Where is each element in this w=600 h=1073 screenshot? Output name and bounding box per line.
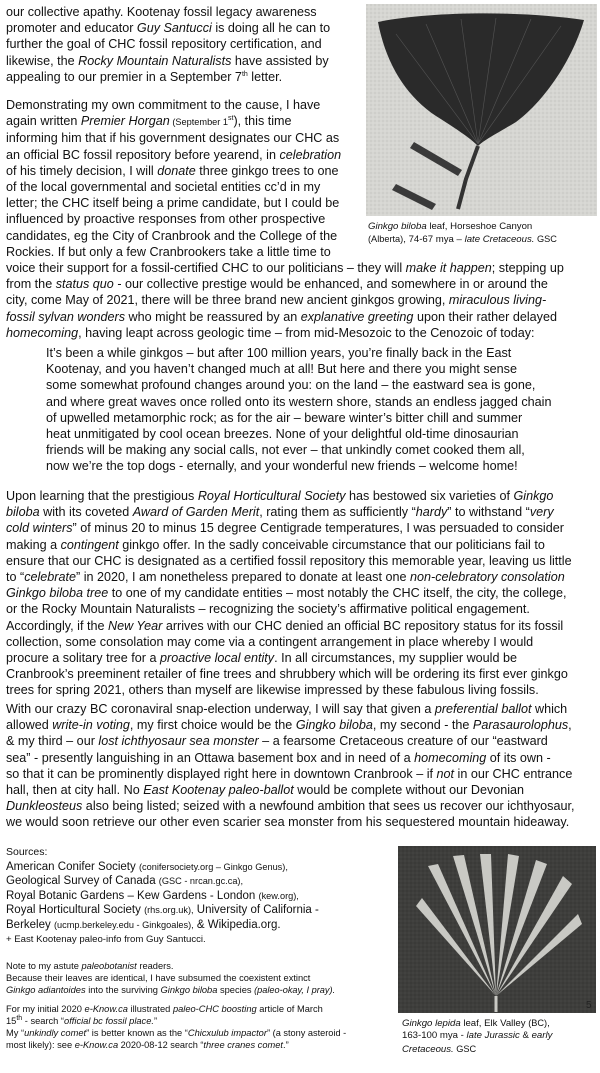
paragraph-2: Demonstrating my own commitment to the cause, I have again written Premier Horgan (September 1st), this time informing him that if his government designates our CHC as an official BC fossil repository before yearend, in celebration of his timely decision, I will donate three ginkgo trees to one of the local governmental and societal entities cc’d in my letter; the CHC itself being a prime candidate, but I could be influenced by proactive responses from other prospective candidates, eg the City of Cranbrook and the College of the Rockies. If but only a few Cranbrookers take a little time to voice their support for a fossil-certified CHC to our politicians – they will make it happen; stepping up from the status quo - our collective prestige would be enhanced, and somewhere in or around the city, come May of 2021, there will be three brand new ancient ginkgos growing, miraculous living- fossil sylvan wonders who might be reassured by an explanative greeting upon their rather delayed homecoming, having leapt across geologic time – from mid-Mesozoic to the Cenozoic of today: — [6, 98, 564, 340]
paragraph-1: our collective apathy. Kootenay fossil legacy awareness promoter and educator Guy Santucci is doing all he can to further the goal of CHC fossil repository certification, and likewise, the Rocky Mountain Naturalists have assisted by appealing to our premier in a September 7th letter. — [6, 5, 331, 84]
top-figure-caption: Ginkgo biloba leaf, Horseshoe Canyon (Alberta), 74-67 mya – late Cretaceous. GSC — [368, 221, 557, 246]
page-number: 5 — [586, 1000, 592, 1011]
ginkgo-lepida-fossil-icon — [398, 846, 596, 1013]
bottom-figure-caption: Ginkgo lepida leaf, Elk Valley (BC), 163-100 mya - late Jurassic & early Cretaceous. GSC — [402, 1018, 553, 1055]
ginkgo-lepida-figure — [398, 846, 596, 1013]
sources-list: Sources: American Conifer Society (conifersociety.org – Ginkgo Genus), Geological Survey of Canada (GSC - nrcan.gc.ca), Royal Botanic Gardens – Kew Gardens - London (kew.org), Royal Horticultural Society (rhs.org.uk), University of California - Berkeley (ucmp.berkeley.edu - Ginkgoales), & Wikipedia.org. + East Kootenay paleo-info from Guy Santucci. — [6, 846, 319, 945]
notes-block: Note to my astute paleobotanist readers. Because their leaves are identical, I have subsumed the coexistent extinct Ginkgo adiantoides into the surviving Ginkgo biloba species (paleo-okay, I pray). For my initial 2020 e-Know.ca illustrated paleo-CHC boosting article of March 15th - search “official bc fossil place.” My “unkindly comet” is better known as the “Chicxulub impactor” (a stony asteroid - most likely): see e-Know.ca 2020-08-12 search “three cranes comet.” — [6, 961, 347, 1051]
paragraph-3: Upon learning that the prestigious Royal Horticultural Society has bestowed six varieties of Ginkgo biloba with its coveted Award of Garden Merit, rating them as sufficiently “hardy” to withstand “very cold winters” of minus 20 to minus 15 degree Centigrade temperatures, I was persuaded to consider making a contingent ginkgo offer. In the sadly conceivable circumstance that our politicians fail to ensure that our CHC is designated as a certified fossil repository this memorable year, leaving us little to “celebrate” in 2020, I am nonetheless prepared to donate at least one non-celebratory consolation Ginkgo biloba tree to one of my candidate entities – most notably the CHC itself, the city, the college, or the Rocky Mountain Naturalists – recognizing the society’s affirmative political engagement. Accordingly, if the New Year arrives with our CHC denied an official BC repository status for its fossil collection, some consolation may come via a contingent arrangement in place whereby I would procure a solitary tree for a proactive local entity. In all circumstances, my supplier would be Cranbrook’s preeminent retailer of fine trees and shrubbery which will be ordering its first ever ginkgo trees for spring 2021, others than myself are likewise impressed by these fabulous living fossils. — [6, 489, 572, 698]
paragraph-4: With our crazy BC coronaviral snap-election underway, I will say that given a preferential ballot which allowed write-in voting, my first choice would be the Gingko biloba, my second - the Parasaurolophus, & my third – our lost ichthyosaur sea monster – a fearsome Cretaceous creature of our “eastward sea” - presently languishing in an Ottawa basement box and in need of a homecoming of its own - so that it can be prominently displayed right here in downtown Cranbrook – if not in our CHC entrance hall, then at city hall. No East Kootenay paleo-ballot would be complete without our Devonian Dunkleosteus also being listed; seized with a newfound ambition that sees us recover our ichthyosaur, we would soon retrieve our other even scarier sea monster from his sequestered mountain hideaway. — [6, 702, 575, 830]
ginkgo-greeting-quote: It’s been a while ginkgos – but after 100 million years, you’re finally back in the East Kootenay, and you haven’t changed much at all! But here and there you might sense some somewhat profound changes around you: on the land – the eastward sea is gone, and where great waves once rolled onto its western shore, stands an endless jagged chain of upwelled metamorphic rock; as for the air – beware winter’s bitter chill and summer heat unmitigated by cool ocean breezes. None of your delightful old-time dinosaurian friends will be making any social calls, not ever – that unkindly comet cooked them all, now we’re the top dogs - eternally, and your wonderful new friends – welcome home! — [46, 346, 552, 474]
